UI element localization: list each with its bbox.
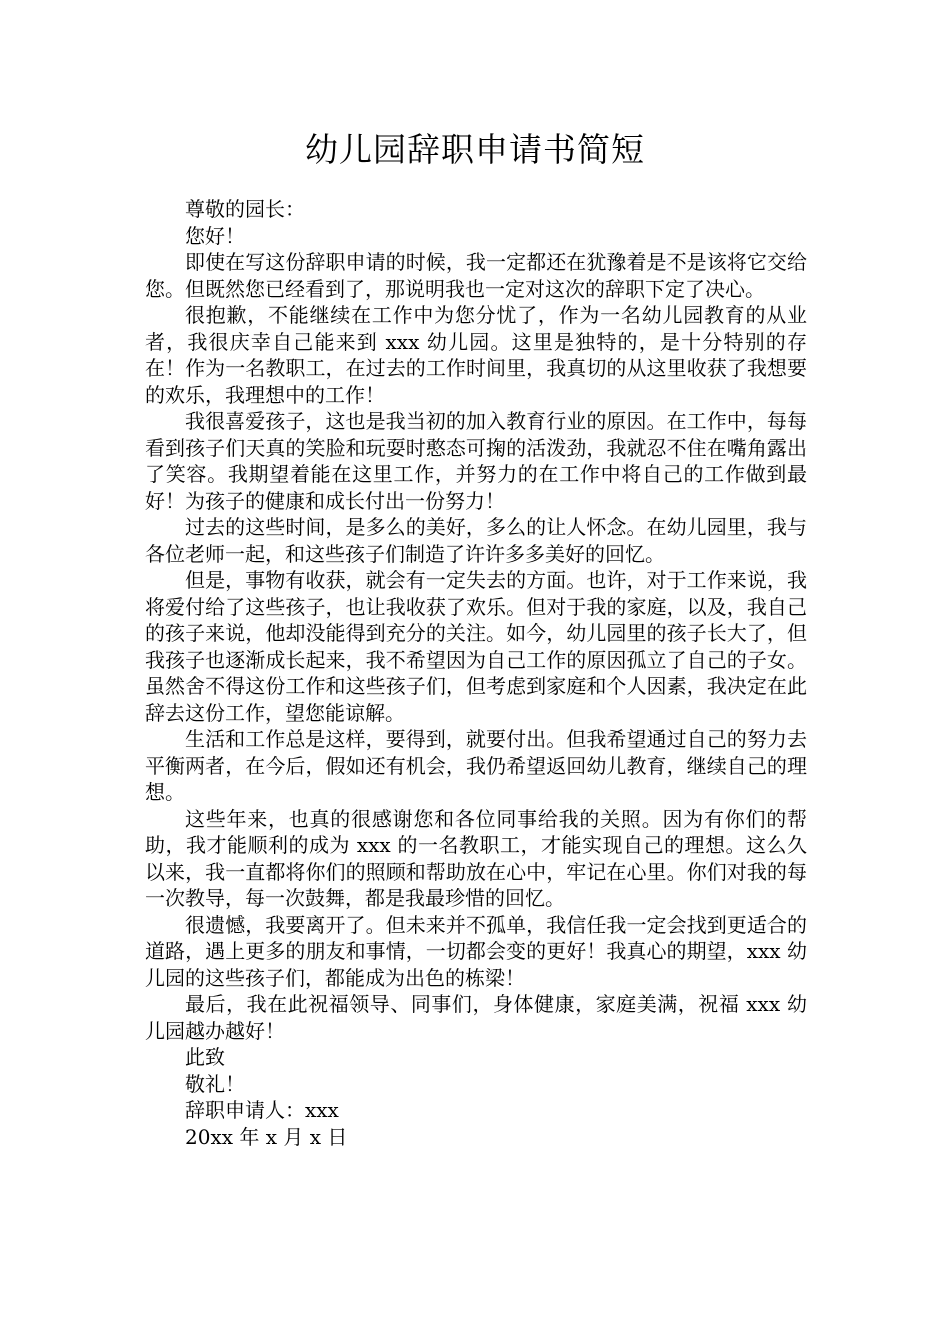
paragraph: 很遗憾，我要离开了。但未来并不孤单，我信任我一定会找到更适合的道路，遇上更多的朋友和事情，一切都会变的更好！我真心的期望，xxx 幼儿园的这些孩子们，都能成为出色的栋梁！ <box>145 912 807 990</box>
paragraph: 这些年来，也真的很感谢您和各位同事给我的关照。因为有你们的帮助，我才能顺利的成为 xxx 的一名教职工，才能实现自己的理想。这么久以来，我一直都将你们的照顾和帮助放在心中，牢记在心里。你们对我的每一次教导，每一次鼓舞，都是我最珍惜的回忆。 <box>145 806 807 910</box>
document-title: 幼儿园辞职申请书简短 <box>305 130 645 169</box>
signature: 辞职申请人：xxx <box>185 1098 339 1122</box>
paragraph: 最后，我在此祝福领导、同事们，身体健康，家庭美满，祝福 xxx 幼儿园越办越好！ <box>145 992 807 1043</box>
paragraph: 生活和工作总是这样，要得到，就要付出。但我希望通过自己的努力去平衡两者，在今后，假如还有机会，我仍希望返回幼儿教育，继续自己的理想。 <box>145 727 807 804</box>
closing-line: 此致 <box>185 1045 225 1069</box>
paragraph: 很抱歉，不能继续在工作中为您分忧了，作为一名幼儿园教育的从业者，我很庆幸自己能来到 xxx 幼儿园。这里是独特的，是十分特别的存在！作为一名教职工，在过去的工作时间里，我真切的从这里收获了我想要的欢乐，我理想中的工作！ <box>145 303 807 407</box>
paragraph: 但是，事物有收获，就会有一定失去的方面。也许，对于工作来说，我将爱付给了这些孩子，也让我收获了欢乐。但对于我的家庭，以及，我自己的孩子来说，他却没能得到充分的关注。如今，幼儿园里的孩子长大了，但我孩子也逐渐成长起来，我不希望因为自己工作的原因孤立了自己的子女。虽然舍不得这份工作和这些孩子们，但考虑到家庭和个人因素，我决定在此辞去这份工作，望您能谅解。 <box>145 568 807 725</box>
paragraph: 过去的这些时间，是多么的美好，多么的让人怀念。在幼儿园里，我与各位老师一起，和这些孩子们制造了许许多多美好的回忆。 <box>145 515 807 566</box>
greeting: 您好！ <box>185 223 245 248</box>
date: 20xx 年 x 月 x 日 <box>185 1124 348 1149</box>
closing-line: 敬礼！ <box>185 1071 245 1096</box>
paragraph: 我很喜爱孩子，这也是我当初的加入教育行业的原因。在工作中，每每看到孩子们天真的笑脸和玩耍时憨态可掬的活泼劲，我就忍不住在嘴角露出了笑容。我期望着能在这里工作，并努力的在工作中将自己的工作做到最好！为孩子的健康和成长付出一份努力！ <box>145 409 807 513</box>
letter-body <box>145 196 807 1150</box>
paragraph: 即使在写这份辞职申请的时候，我一定都还在犹豫着是不是该将它交给您。但既然您已经看到了，那说明我也一定对这次的辞职下定了决心。 <box>145 250 807 301</box>
salutation: 尊敬的园长： <box>185 197 305 221</box>
